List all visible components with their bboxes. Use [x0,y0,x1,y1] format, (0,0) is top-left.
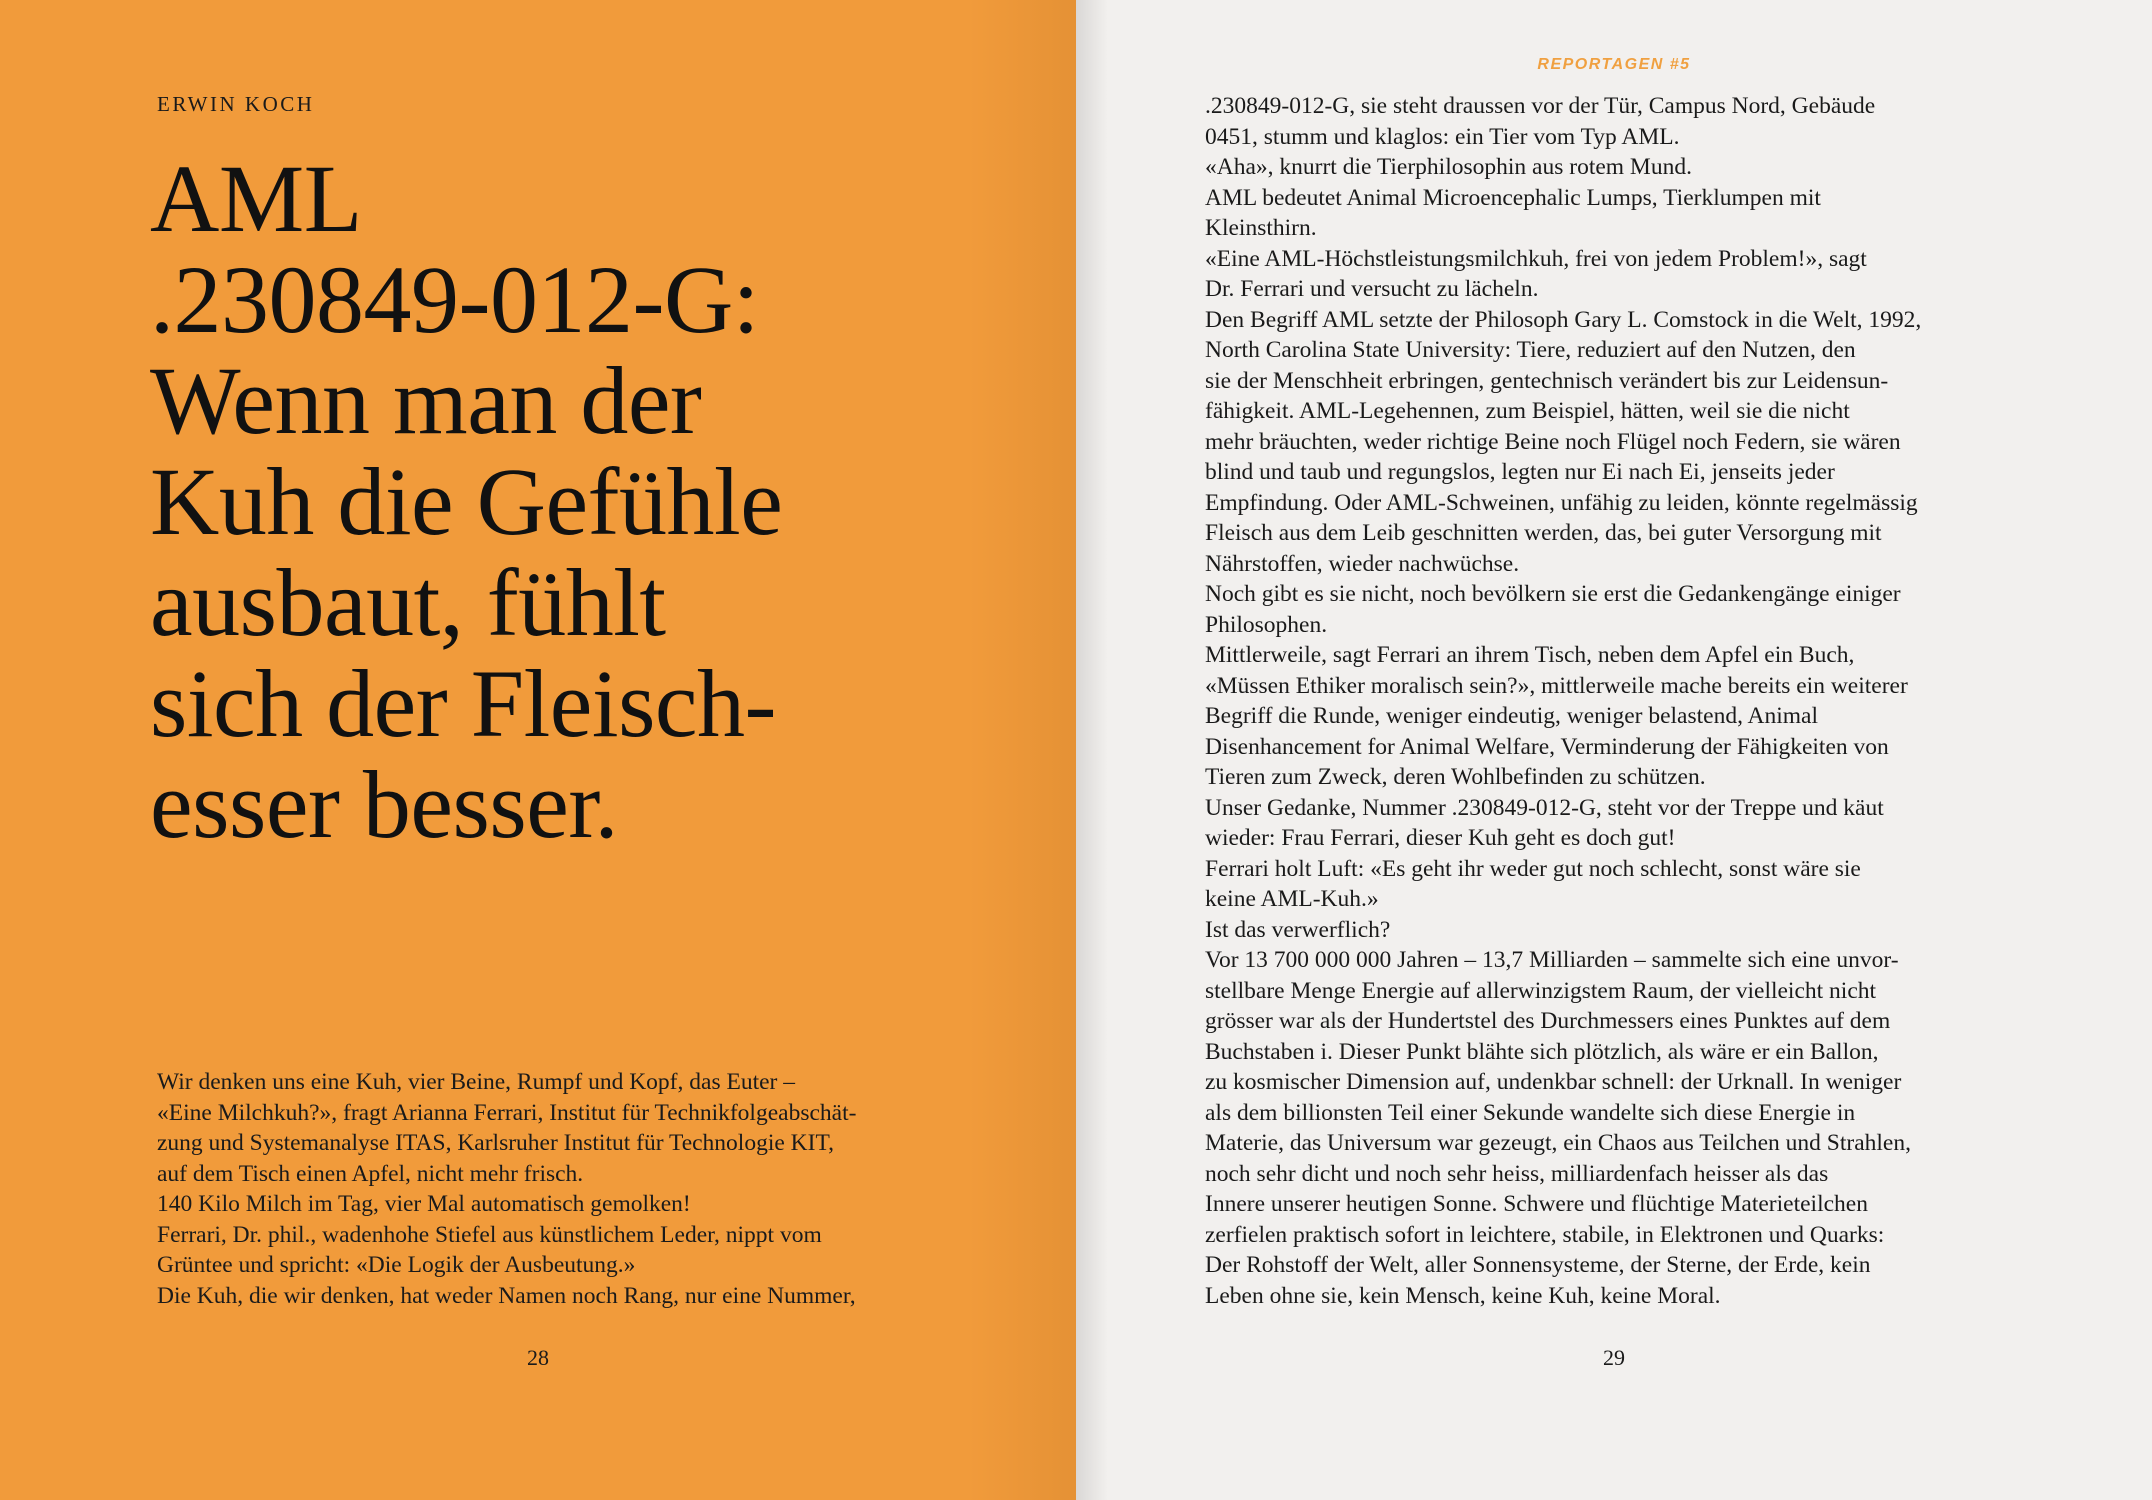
body-line: Die Kuh, die wir denken, hat weder Namen noch Rang, nur eine Nummer, [157,1282,856,1309]
body-line: Dr. Ferrari und versucht zu lächeln. [1205,276,1539,302]
page-number-left: 28 [527,1345,549,1370]
body-line: Philosophen. [1205,611,1328,638]
body-line: Ferrari, Dr. phil., wadenhohe Stiefel aus künstlichem Leder, nippt vom [157,1221,822,1248]
body-line: Noch gibt es sie nicht, noch bevölkern sie erst die Gedankengänge einiger [1205,581,1901,607]
body-line: als dem billionsten Teil einer Sekunde wandelte sich diese Energie in [1205,1099,1856,1126]
title-line: sich der Fleisch- [150,650,776,757]
page-number-right: 29 [1603,1345,1625,1370]
body-line: blind und taub und regungslos, legten nur Ei nach Ei, jenseits jeder [1205,459,1835,485]
body-line: keine AML-Kuh.» [1205,886,1379,912]
body-line: fähigkeit. AML-Legehennen, zum Beispiel, hätten, weil sie die nicht [1205,398,1850,424]
title-line: Kuh die Gefühle [150,448,783,555]
body-line: Unser Gedanke, Nummer .230849-012-G, steht vor der Treppe und käut [1205,794,1884,821]
body-line: .230849-012-G, sie steht draussen vor der Tür, Campus Nord, Gebäude [1205,93,1876,119]
body-line: mehr bräuchten, weder richtige Beine noch Flügel noch Federn, sie wären [1205,428,1901,455]
body-line: Fleisch aus dem Leib geschnitten werden, das, bei guter Versorgung mit [1205,520,1882,546]
body-text-right [1205,91,2025,1311]
body-line: 0451, stumm und klaglos: ein Tier vom Typ AML. [1205,123,1680,150]
title-line: Wenn man der [150,347,702,454]
body-line: wieder: Frau Ferrari, dieser Kuh geht es doch gut! [1205,825,1676,851]
title-line: AML [150,145,362,252]
title-line: .230849-012-G: [150,246,759,353]
body-line: Ist das verwerflich? [1205,916,1391,943]
body-line: AML bedeutet Animal Microencephalic Lumps, Tierklumpen mit [1205,184,1821,211]
body-line: zerfielen praktisch sofort in leichtere, stabile, in Elektronen und Quarks: [1205,1221,1885,1248]
body-line: zung und Systemanalyse ITAS, Karlsruher Institut für Technologie KIT, [157,1130,834,1156]
body-line: Den Begriff AML setzte der Philosoph Gary L. Comstock in die Welt, 1992, [1205,306,1922,333]
body-line: Vor 13 700 000 000 Jahren – 13,7 Milliarden – sammelte sich eine unvor- [1205,947,1899,973]
body-line: Grüntee und spricht: «Die Logik der Ausbeutung.» [157,1252,636,1278]
body-line: Wir denken uns eine Kuh, vier Beine, Rumpf und Kopf, das Euter – [157,1069,795,1095]
body-line: «Aha», knurrt die Tierphilosophin aus rotem Mund. [1205,154,1692,180]
body-line: Leben ohne sie, kein Mensch, keine Kuh, keine Moral. [1205,1282,1721,1309]
body-line: «Müssen Ethiker moralisch sein?», mittlerweile mache bereits ein weiterer [1205,672,1908,699]
body-line: grösser war als der Hundertstel des Durchmessers eines Punktes auf dem [1205,1008,1891,1034]
body-line: Buchstaben i. Dieser Punkt blähte sich plötzlich, als wäre er ein Ballon, [1205,1038,1879,1065]
body-line: Tieren zum Zweck, deren Wohlbefinden zu schützen. [1205,764,1706,790]
body-line: stellbare Menge Energie auf allerwinzigstem Raum, der vielleicht nicht [1205,977,1877,1004]
body-line: noch sehr dicht und noch sehr heiss, milliardenfach heisser als das [1205,1160,1829,1187]
body-line: Begriff die Runde, weniger eindeutig, weniger belastend, Animal [1205,703,1819,729]
body-line: 140 Kilo Milch im Tag, vier Mal automatisch gemolken! [157,1191,691,1217]
title-line: esser besser. [150,751,619,858]
body-line: zu kosmischer Dimension auf, undenkbar schnell: der Urknall. In weniger [1205,1069,1902,1095]
running-head: REPORTAGEN #5 [1537,56,1691,73]
body-line: «Eine Milchkuh?», fragt Arianna Ferrari, Institut für Technikfolgeabschät- [157,1099,857,1126]
body-line: North Carolina State University: Tiere, reduziert auf den Nutzen, den [1205,337,1856,363]
title-line: ausbaut, fühlt [150,549,666,656]
right-page [1076,0,2152,1500]
body-line: Mittlerweile, sagt Ferrari an ihrem Tisch, neben dem Apfel ein Buch, [1205,642,1855,668]
body-text-left [157,1067,977,1311]
body-line: «Eine AML-Höchstleistungsmilchkuh, frei von jedem Problem!», sagt [1205,245,1867,272]
body-line: sie der Menschheit erbringen, gentechnisch verändert bis zur Leidensun- [1205,367,1889,394]
body-line: auf dem Tisch einen Apfel, nicht mehr frisch. [157,1160,584,1187]
body-line: Ferrari holt Luft: «Es geht ihr weder gut noch schlecht, sonst wäre sie [1205,855,1861,882]
body-line: Disenhancement for Animal Welfare, Verminderung der Fähigkeiten von [1205,733,1889,760]
body-line: Der Rohstoff der Welt, aller Sonnensysteme, der Sterne, der Erde, kein [1205,1252,1871,1278]
body-line: Empfindung. Oder AML-Schweinen, unfähig zu leiden, könnte regelmässig [1205,489,1918,516]
body-line: Nährstoffen, wieder nachwüchse. [1205,550,1520,577]
article-title [150,145,1030,858]
body-line: Materie, das Universum war gezeugt, ein Chaos aus Teilchen und Strahlen, [1205,1130,1911,1156]
body-line: Innere unserer heutigen Sonne. Schwere und flüchtige Materieteilchen [1205,1191,1868,1217]
author-name: ERWIN KOCH [157,92,315,116]
body-line: Kleinsthirn. [1205,215,1317,241]
